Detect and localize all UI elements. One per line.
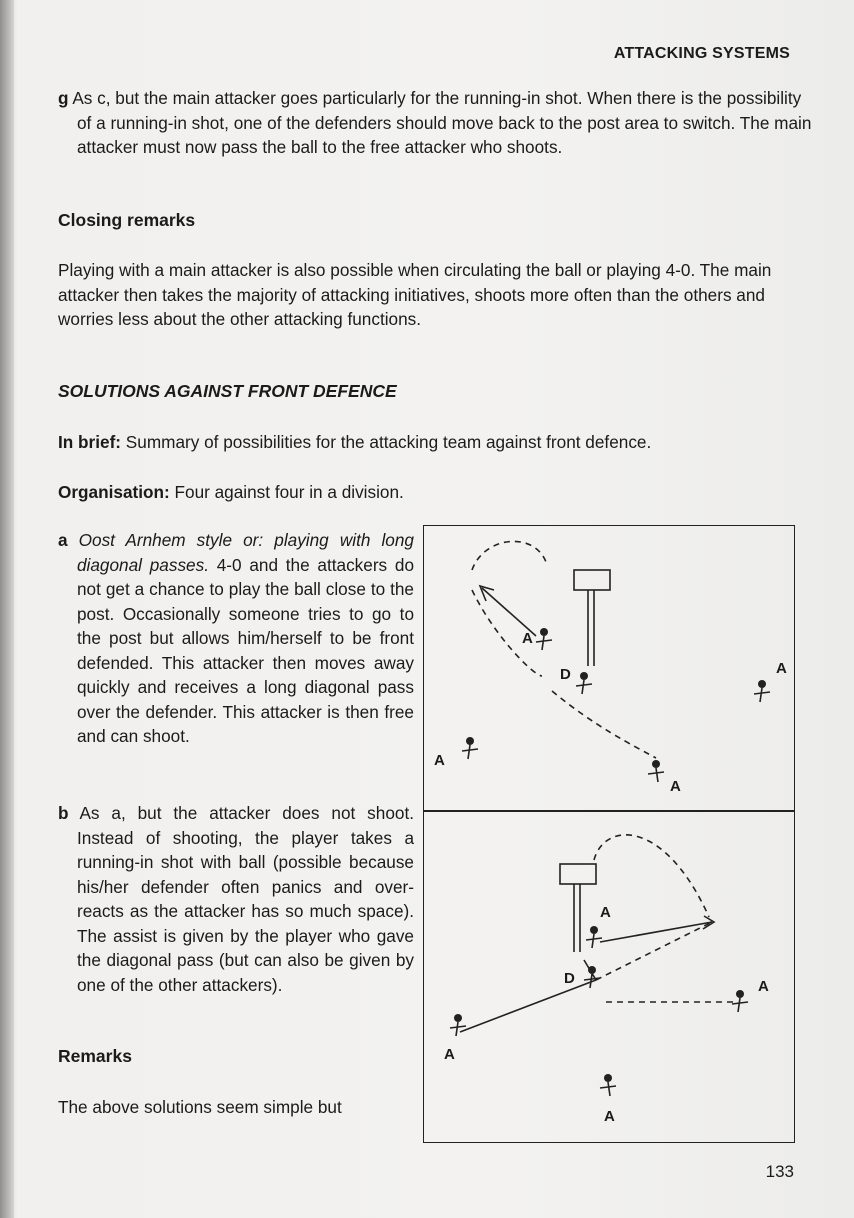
goal-icon: [574, 570, 610, 590]
paragraph-g: [58, 86, 817, 160]
attacker-label: A: [670, 778, 681, 795]
attacker-icon: [652, 760, 660, 768]
attacker-icon: [454, 1014, 462, 1022]
item-b: [58, 801, 414, 997]
section-title: SOLUTIONS AGAINST FRONT DEFENCE: [58, 381, 397, 401]
attacker-icon: [736, 990, 744, 998]
defender-icon: [588, 966, 596, 974]
pass-arrow: [600, 922, 712, 942]
item-a-text: 4-0 and the attackers do not get a chance to play the ball close to the post. Occasionally someone tries to go to the post but allows him/herself to be front defended. This attacker then moves away quickly and receives a long diagonal pass over the defender. This attacker is then free and can shoot.: [77, 554, 415, 746]
attacker-label: A: [758, 978, 769, 995]
diagram-a: [423, 525, 795, 811]
defender-label: D: [560, 666, 571, 683]
diagram-b: [423, 811, 795, 1143]
attacker-icon: [590, 926, 598, 934]
diagram-a-drawing: [424, 526, 794, 810]
item-a-title: Oost Arnhem style or: playing with long diagonal passes.: [67, 530, 414, 575]
item-b-text: As a, but the attacker does not shoot. Instead of shooting, the player takes a running-in shot with ball (possible because his/her defender often panics and over-reacts as the attacker has so much space). The assist is given by the player who gave the diagonal pass (but can also be given by one of the other attackers).: [68, 803, 414, 995]
page-number: 133: [765, 1162, 794, 1181]
pass-arrow: [460, 980, 596, 1032]
defender-icon: [580, 672, 588, 680]
attacker-label: A: [600, 904, 611, 921]
attacker-label: A: [444, 1046, 455, 1063]
closing-remarks-text: Playing with a main attacker is also possible when circulating the ball or playing 4-0. The main attacker then takes the majority of attacking initiatives, shoots more often than the others and worries less about the other attacking functions.: [58, 260, 772, 329]
item-a: [58, 528, 414, 749]
organisation-line: [58, 480, 798, 505]
attacker-icon: [604, 1074, 612, 1082]
in-brief-text: Summary of possibilities for the attacking team against front defence.: [121, 432, 652, 452]
remarks-heading: Remarks: [58, 1046, 132, 1066]
closing-remarks-heading: Closing remarks: [58, 210, 196, 230]
diagram-b-drawing: [424, 812, 794, 1142]
run-path-arrow: [594, 835, 709, 917]
defender-label: D: [564, 970, 575, 987]
item-letter-b: b: [58, 803, 69, 823]
attacker-label: A: [604, 1108, 615, 1125]
attacker-icon: [758, 680, 766, 688]
remarks-text: The above solutions seem simple but: [58, 1097, 342, 1117]
item-letter-g: g: [58, 88, 69, 108]
in-brief-label: In brief:: [58, 432, 122, 452]
attacker-label: A: [522, 630, 533, 647]
attacker-label: A: [776, 660, 787, 677]
run-path-arrow: [472, 541, 546, 570]
organisation-label: Organisation:: [58, 482, 170, 502]
item-letter-a: a: [58, 530, 68, 550]
attacker-icon: [540, 628, 548, 636]
organisation-text: Four against four in a division.: [169, 482, 404, 502]
goal-icon: [560, 864, 596, 884]
page-binding-shadow: [0, 0, 14, 1218]
attacker-icon: [466, 737, 474, 745]
attacker-label: A: [434, 752, 445, 769]
paragraph-g-text: As c, but the main attacker goes particularly for the running-in shot. When there is the possibility of a running-in shot, one of the defenders should move back to the post area to switch. The main attacker must now pass the ball to the free attacker who shoots.: [68, 88, 812, 157]
running-header: ATTACKING SYSTEMS: [613, 45, 790, 62]
in-brief-line: [58, 430, 798, 455]
player-markers: [454, 926, 744, 1082]
pass-arrow: [482, 588, 536, 636]
